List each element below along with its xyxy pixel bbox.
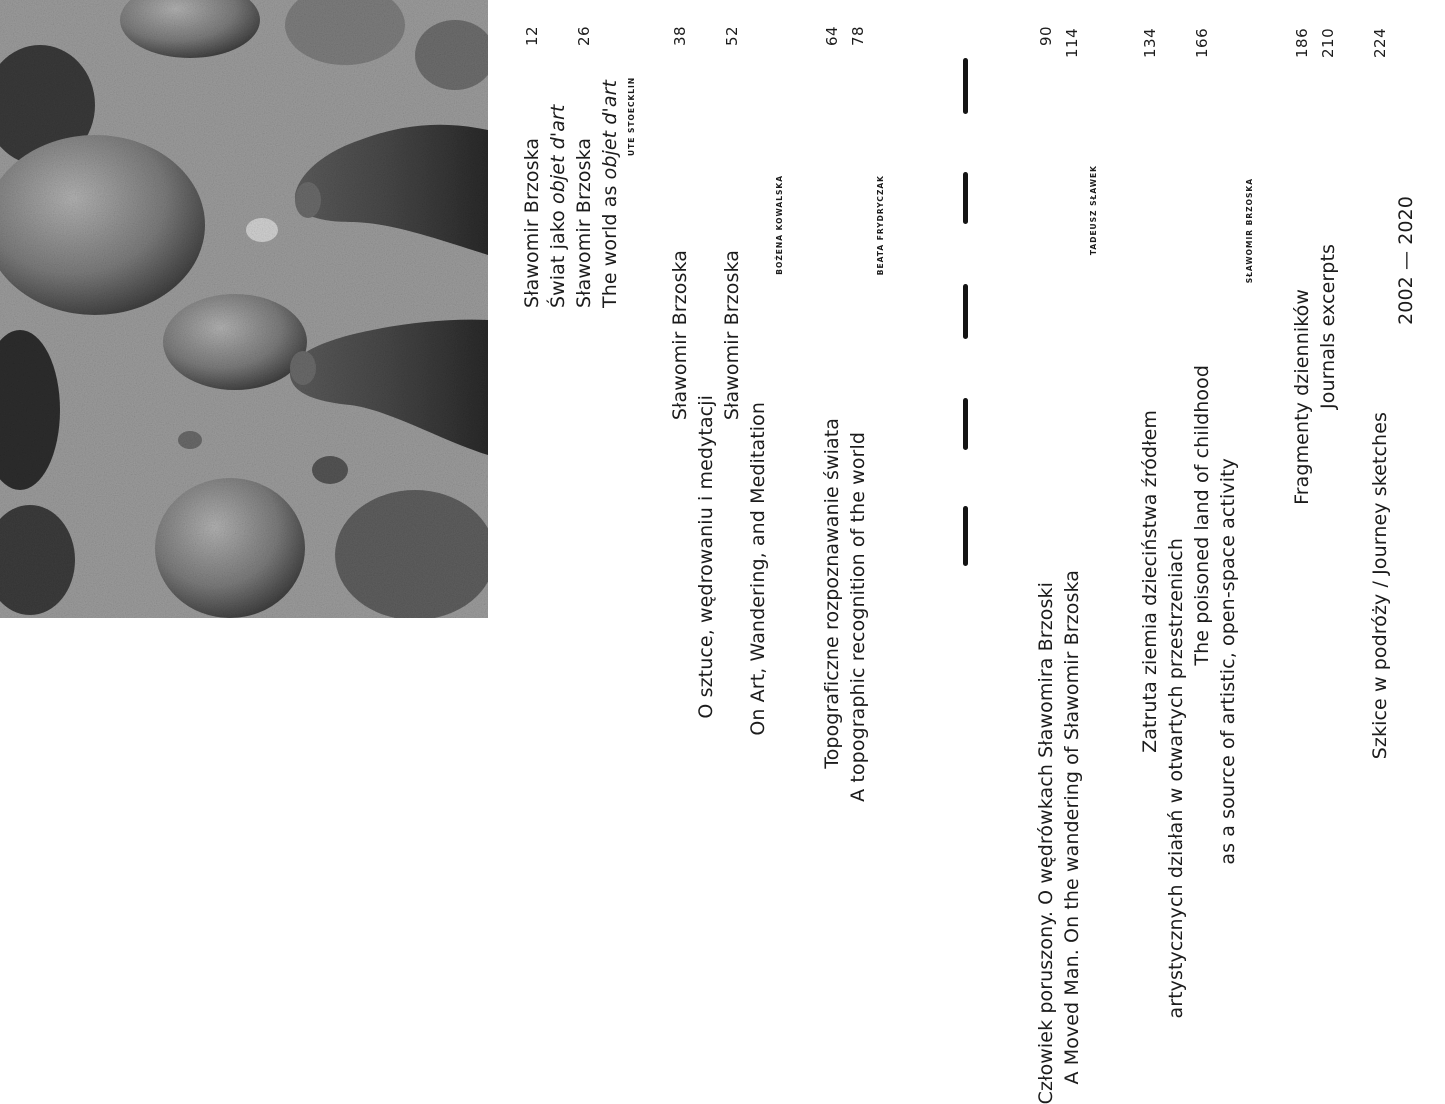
toc-author: SŁAWOMIR BRZOSKA xyxy=(1245,178,1254,284)
toc-title-line: 2002 — 2020 xyxy=(1395,196,1417,325)
toc-author: TADEUSZ SŁAWEK xyxy=(1089,165,1098,256)
toc-page-number: 90 xyxy=(1037,25,1055,46)
toc-title-line: On Art, Wandering, and Meditation xyxy=(747,402,769,736)
toc-title-line: Świat jako xyxy=(547,203,569,308)
toc-title-line: O sztuce, wędrowaniu i medytacji xyxy=(695,395,717,719)
toc-title-line: Człowiek poruszony. O wędrówkach Sławomira Brzoski xyxy=(1035,582,1057,1104)
toc-title-line: Sławomir Brzoska xyxy=(573,137,595,308)
toc-author: BEATA FRYDRYCZAK xyxy=(876,175,885,276)
separator-tick xyxy=(963,58,968,114)
toc-page-number: 134 xyxy=(1141,27,1159,58)
toc-page-number: 64 xyxy=(823,25,841,46)
toc-title-line: Fragmenty dzienników xyxy=(1291,289,1313,505)
toc-title-line: Journals excerpts xyxy=(1317,244,1339,409)
toc-page-number: 224 xyxy=(1371,27,1389,58)
toc-title-line: Szkice w podróży / Journey sketches xyxy=(1369,412,1391,760)
toc-title-line: artystycznych działań w otwartych przestrzeniach xyxy=(1165,538,1187,1019)
separator-tick xyxy=(963,398,968,450)
toc-page-number: 114 xyxy=(1063,27,1081,58)
toc-title-line: The world as xyxy=(599,179,621,308)
toc-page-number: 38 xyxy=(671,25,689,46)
separator-tick xyxy=(963,284,968,339)
toc-title-line: A Moved Man. On the wandering of Sławomir Brzoska xyxy=(1061,570,1083,1085)
toc-page-number: 52 xyxy=(723,25,741,46)
toc-author: BOŻENA KOWALSKA xyxy=(775,175,784,275)
toc-page-number: 186 xyxy=(1293,27,1311,58)
toc-title-line: Zatruta ziemia dzieciństwa źródłem xyxy=(1139,410,1161,753)
toc-title-line: The poisoned land of childhood xyxy=(1191,365,1213,666)
toc-title-line: A topographic recognition of the world xyxy=(847,432,869,802)
toc-page-number: 166 xyxy=(1193,27,1211,58)
toc-page-number: 210 xyxy=(1319,27,1337,58)
toc-title-line: Sławomir Brzoska xyxy=(669,250,691,421)
toc-title-line: as a source of artistic, open-space activity xyxy=(1217,458,1239,865)
separator-tick xyxy=(963,172,968,224)
toc-title-line: Sławomir Brzoska xyxy=(521,137,543,308)
toc-title-line: Topograficzne rozpoznawanie świata xyxy=(821,418,843,769)
toc-title-italic: objet d'art xyxy=(547,104,569,204)
toc-page-number: 12 xyxy=(523,25,541,46)
toc-title-italic: objet d'art xyxy=(599,79,621,180)
photo-illustration xyxy=(0,0,488,618)
cover-photo-feet-on-stones xyxy=(0,0,488,618)
separator-tick xyxy=(963,506,968,566)
toc-page-number: 78 xyxy=(849,25,867,46)
toc-title-line: Sławomir Brzoska xyxy=(721,250,743,421)
toc-page-number: 26 xyxy=(575,25,593,46)
